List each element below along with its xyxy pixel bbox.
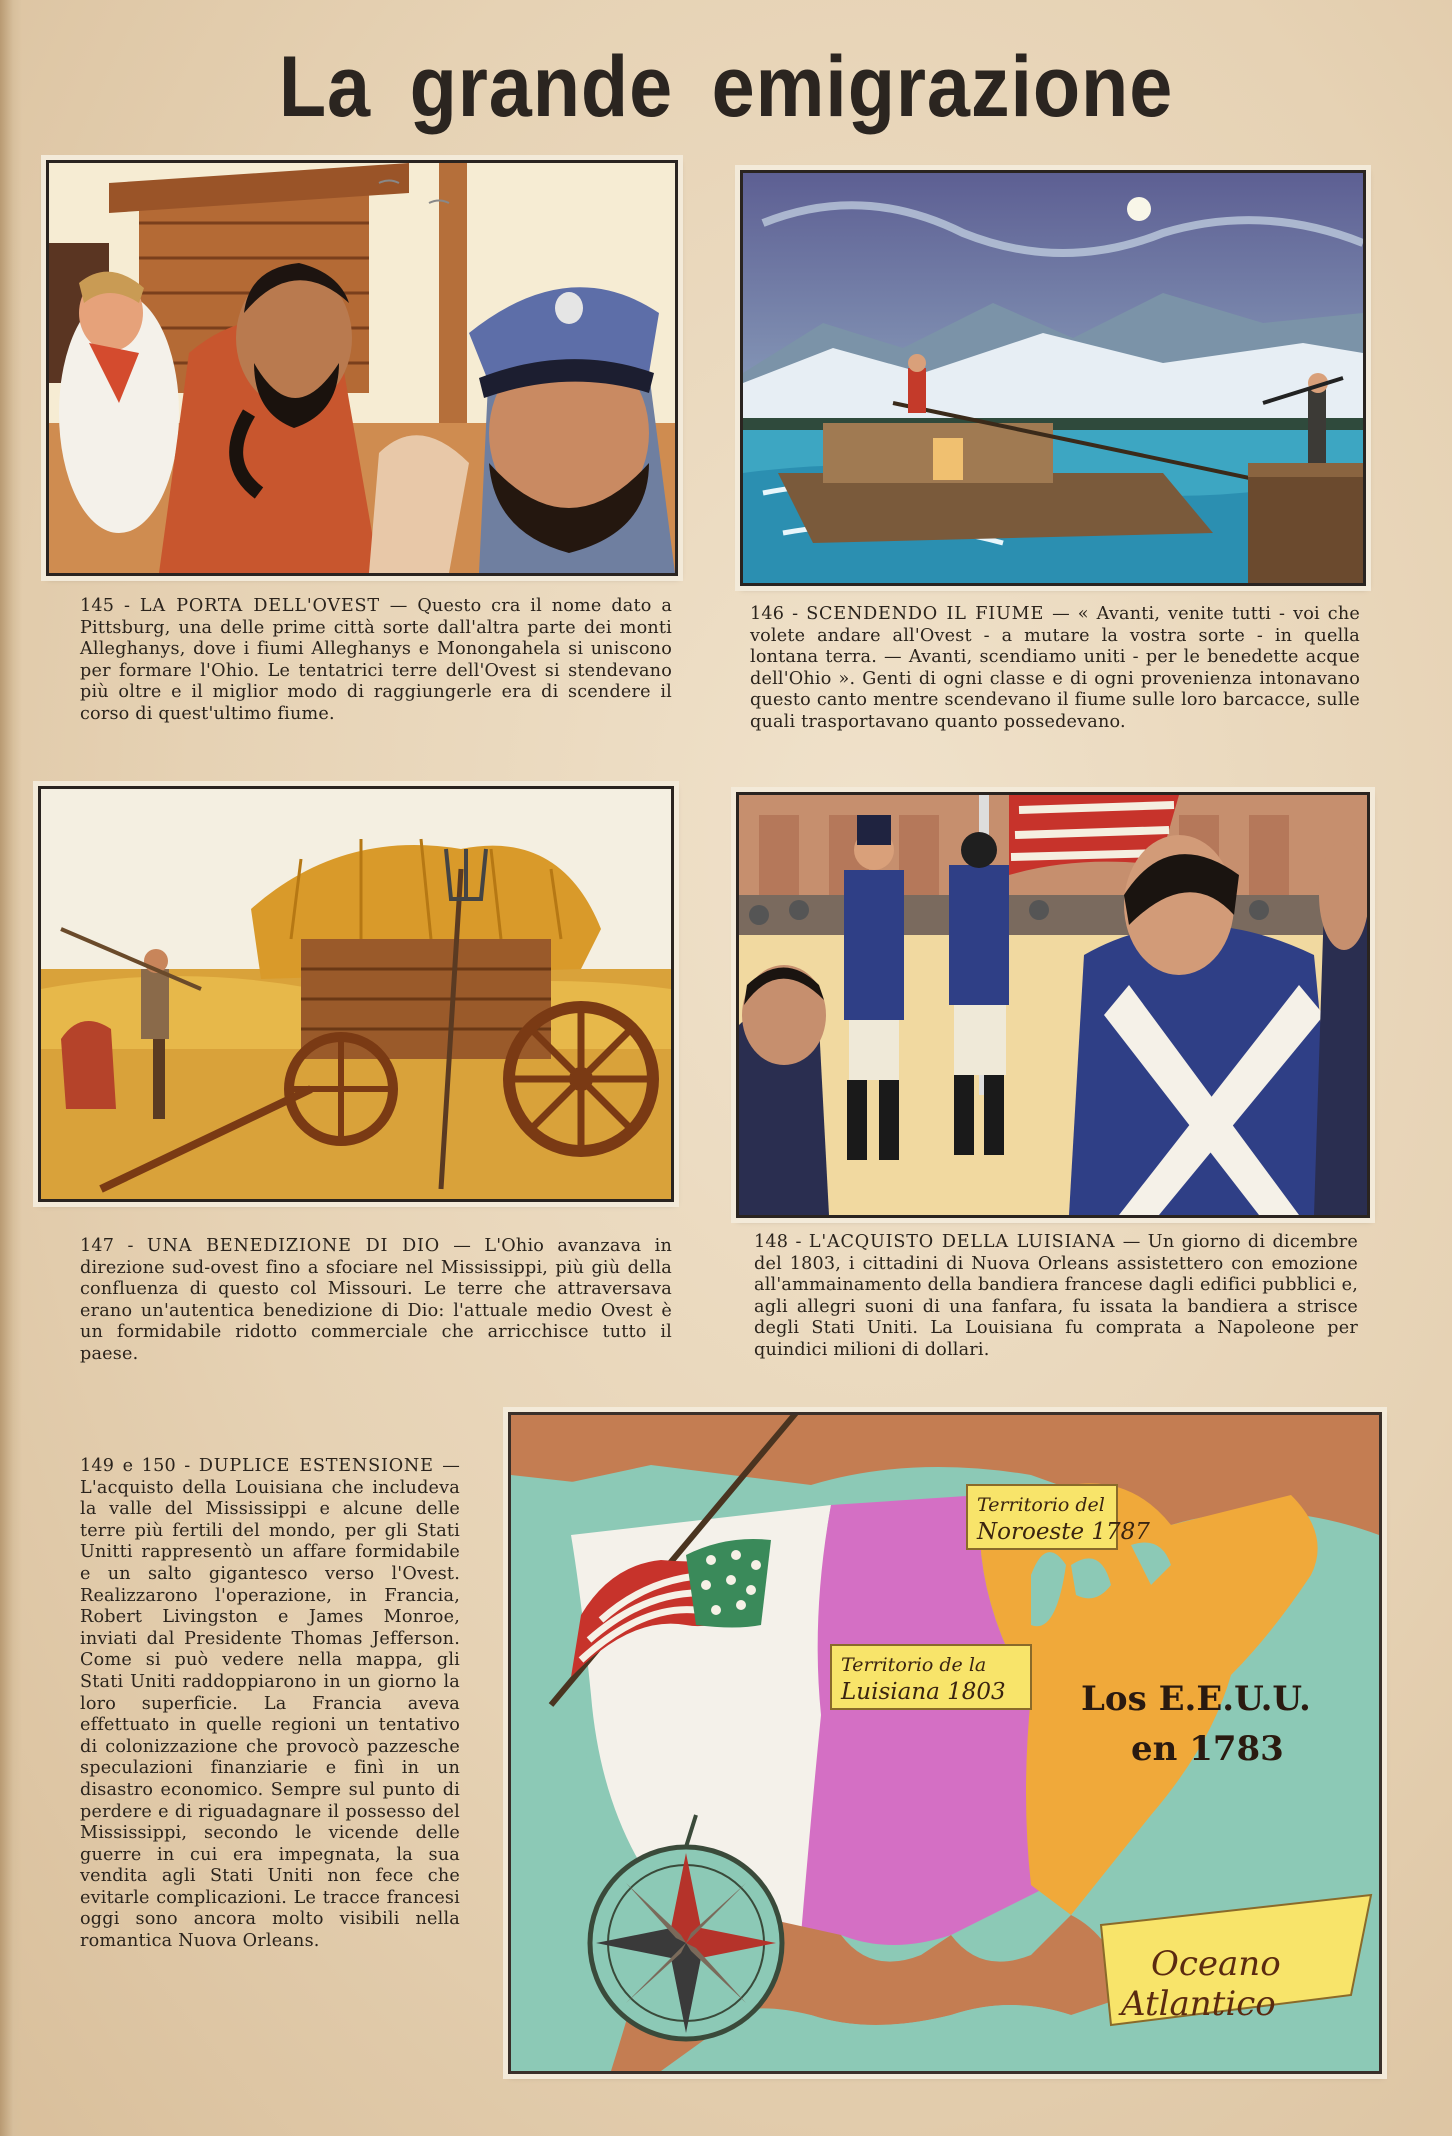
caption-145-text: Questo cra il nome dato a Pittsburg, una delle prime città sorte dall'altra parte dei monti Alleghanys, dove i fiumi Alleghanys e Monongahela si uniscono per formare l'Ohio. Le tentatrici terre dell'Ovest si stendevano più oltre e il miglior modo di raggiungerle era di scendere il corso di quest'ultimo fiume. xyxy=(80,596,673,724)
caption-148-text: Un giorno di dicembre del 1803, i cittadini di Nuova Orleans assistettero con emozione all'ammainamento della bandiera francese dagli edifici pubblici e, agli allegri suoni di una fanfara, fu issata la bandiera a strisce degli Stati Uniti. La Louisiana fu comprata a Napoleone per quindici milioni di dollari. xyxy=(754,1232,1358,1360)
map-label-northwest-line1: Territorio del xyxy=(977,1494,1105,1516)
caption-146-text: « Avanti, venite tutti - voi che volete andare all'Ovest - a mutare la vostra sorte - in quella lontana terra. — Avanti, scendiamo uniti - per le benedette acque dell'Ohio ». Genti di ogni classe e di ogni provenienza intonavano questo canto mentre scendevano il fiume sulle loro barcacce, sulle quali trasportavano quanto possedevano. xyxy=(750,604,1361,732)
map-label-louisiana-line2: Luisiana 1803 xyxy=(841,1679,1006,1705)
illustration-146-down-the-river xyxy=(740,170,1366,586)
illustration-149-150-map xyxy=(508,1412,1382,2074)
caption-147-heading: UNA BENEDIZIONE DI DIO xyxy=(146,1236,441,1256)
caption-145: 145 - LA PORTA DELL'OVEST — Questo cra il nome dato a Pittsburg, una delle prime città sorte dall'altra parte dei monti Alleghanys, dove i fiumi Alleghanys e Monongahela si uniscono per formare l'Ohio. Le tentatrici terre dell'Ovest si stendevano più oltre e il miglior modo di raggiungerle era di scendere il corso di quest'ultimo fiume. xyxy=(80,596,673,724)
caption-146-heading: SCENDENDO IL FIUME xyxy=(806,604,1045,624)
caption-148-number: 148 xyxy=(754,1232,789,1252)
caption-148: 148 - L'ACQUISTO DELLA LUISIANA — Un giorno di dicembre del 1803, i cittadini di Nuova Orleans assistettero con emozione all'ammainamento della bandiera francese dagli edifici pubblici e, agli allegri suoni di una fanfara, fu issata la bandiera a strisce degli Stati Uniti. La Louisiana fu comprata a Napoleone per quindici milioni di dollari. xyxy=(754,1232,1358,1360)
map-label-louisiana-line1: Territorio de la xyxy=(841,1654,987,1676)
illustration-147-blessing-of-god xyxy=(38,786,674,1202)
map-label-ocean-line2: Atlantico xyxy=(1121,1984,1276,2024)
page-binding-edge xyxy=(0,0,22,2136)
caption-145-heading: LA PORTA DELL'OVEST xyxy=(139,596,380,616)
illustration-145-gateway-west xyxy=(46,160,678,576)
caption-146: 146 - SCENDENDO IL FIUME — « Avanti, venite tutti - voi che volete andare all'Ovest - a mutare la vostra sorte - in quella lontana terra. — Avanti, scendiamo uniti - per le benedette acque dell'Ohio ». Genti di ogni classe e di ogni provenienza intonavano questo canto mentre scendevano il fiume sulle loro barcacce, sulle quali trasportavano quanto possedevano. xyxy=(750,604,1361,732)
map-label-usa-line2: en 1783 xyxy=(1131,1729,1284,1769)
map-label-northwest-line2: Noroeste 1787 xyxy=(977,1519,1150,1545)
caption-149-150-text: L'acquisto della Louisiana che includeva la valle del Mississippi e alcune delle terre più fertili del mondo, per gli Stati Unitti rappresentò un affare formidabile e un salto gigantesco verso l'Ovest. Realizzarono l'operazione, in Francia, Robert Livingston e James Monroe, inviati dal Presidente Thomas Jefferson. Come si può vedere nella mappa, gli Stati Uniti raddoppiarono in un giorno la loro superficie. La Francia aveva effettuato in quelle regioni un tentativo di colonizzazione che provocò pazzesche speculazioni finanziarie e finì in un disastro economico. Sempre sul punto di perdere e di riguadagnare il possesso del Mississippi, secondo le vicende delle guerre in cui era impegnata, la sua vendita agli Stati Uniti non fece che evitarle complicazioni. Le tracce francesi oggi sono ancora molto visibili nella romantica Nuova Orleans. xyxy=(80,1477,460,1952)
caption-145-number: 145 xyxy=(80,596,115,616)
caption-149-150-number: 149 e 150 xyxy=(80,1456,176,1476)
map-label-usa-line1: Los E.E.U.U. xyxy=(1081,1679,1311,1719)
caption-147-number: 147 xyxy=(80,1236,115,1256)
caption-149-150-heading: DUPLICE ESTENSIONE xyxy=(198,1456,434,1476)
caption-146-number: 146 xyxy=(750,604,785,624)
caption-147-text: L'Ohio avanzava in direzione sud-ovest fino a sfociare nel Mississippi, più giù della confluenza di questo col Missouri. Le terre che attraversava erano un'autentica benedizione di Dio: l'attuale medio Ovest è un formidabile ridotto commerciale che arricchisce tutto il paese. xyxy=(80,1236,672,1364)
page-title: La grande emigrazione xyxy=(278,39,1174,135)
caption-148-heading: L'ACQUISTO DELLA LUISIANA xyxy=(808,1232,1116,1252)
caption-147: 147 - UNA BENEDIZIONE DI DIO — L'Ohio avanzava in direzione sud-ovest fino a sfociare nel Mississippi, più giù della confluenza di questo col Missouri. Le terre che attraversava erano un'autentica benedizione di Dio: l'attuale medio Ovest è un formidabile ridotto commerciale che arricchisce tutto il paese. xyxy=(80,1236,672,1364)
map-label-ocean-line1: Oceano xyxy=(1151,1944,1281,1984)
caption-149-150: 149 e 150 - DUPLICE ESTENSIONE — L'acquisto della Louisiana che includeva la valle del Mississippi e alcune delle terre più fertili del mondo, per gli Stati Unitti rappresentò un affare formidabile e un salto gigantesco verso l'Ovest. Realizzarono l'operazione, in Francia, Robert Livingston e James Monroe, inviati dal Presidente Thomas Jefferson. Come si può vedere nella mappa, gli Stati Uniti raddoppiarono in un giorno la loro superficie. La Francia aveva effettuato in quelle regioni un tentativo di colonizzazione che provocò pazzesche speculazioni finanziarie e finì in un disastro economico. Sempre sul punto di perdere e di riguadagnare il possesso del Mississippi, secondo le vicende delle guerre in cui era impegnata, la sua vendita agli Stati Uniti non fece che evitarle complicazioni. Le tracce francesi oggi sono ancora molto visibili nella romantica Nuova Orleans. xyxy=(80,1456,461,1952)
illustration-148-louisiana-purchase xyxy=(736,792,1370,1218)
